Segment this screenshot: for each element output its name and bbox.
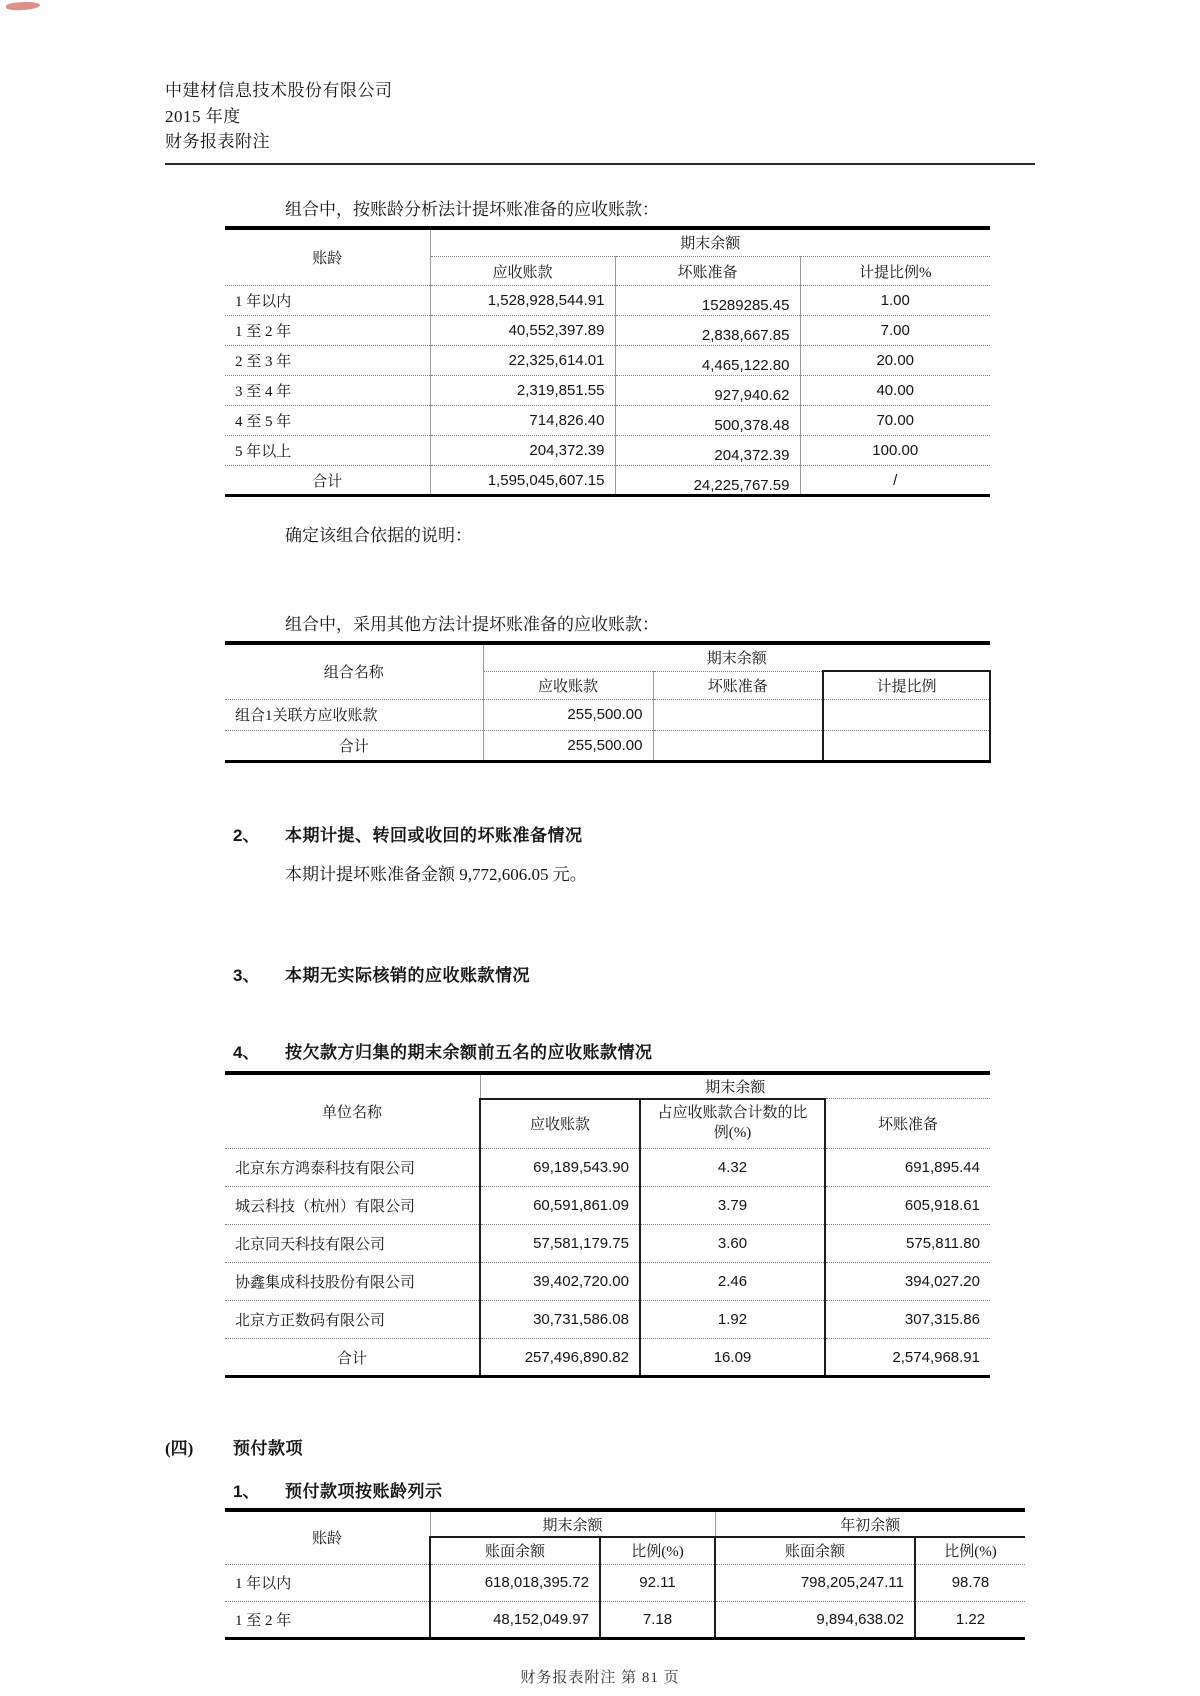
section-number: 2、 — [233, 825, 260, 845]
prepayment-aging-table — [225, 1508, 1025, 1640]
table-row — [225, 1301, 990, 1339]
receivable-value: 1,528,928,544.91 — [430, 286, 615, 316]
section-number: 4、 — [233, 1042, 260, 1062]
aging-group-header: 期末余额 — [430, 228, 990, 257]
company-name: 中建材信息技术股份有限公司 — [165, 81, 393, 100]
prepay-corner-header: 账龄 — [311, 1531, 342, 1548]
prepay-group-beginning: 年初余额 — [715, 1510, 1025, 1537]
top5-group-header: 期末余额 — [480, 1073, 990, 1099]
baddebt-value: 575,811.80 — [825, 1225, 990, 1263]
prepay-group-ending: 期末余额 — [430, 1510, 715, 1537]
baddebt-value: 605,918.61 — [825, 1187, 990, 1225]
balance-begin-value: 798,205,247.11 — [715, 1564, 915, 1601]
top5-receivable-table — [225, 1071, 990, 1379]
receivable-value: 714,826.40 — [430, 406, 615, 436]
aging-label: 1 年以内 — [225, 286, 430, 316]
receivable-value: 39,402,720.00 — [480, 1263, 640, 1301]
total-label: 合计 — [225, 466, 430, 496]
aging-col-receivable: 应收账款 — [430, 257, 615, 286]
receivable-total: 257,496,890.82 — [480, 1339, 640, 1377]
aging-col-baddebt: 坏账准备 — [615, 257, 800, 286]
receivable-value: 60,591,861.09 — [480, 1187, 640, 1225]
aging-col-ratio: 计提比例% — [800, 257, 990, 286]
baddebt-value: 307,315.86 — [825, 1301, 990, 1339]
document-header — [165, 78, 1035, 165]
baddebt-total: 2,574,968.91 — [825, 1339, 990, 1377]
ratio-value: 7.00 — [800, 316, 990, 346]
table-row — [225, 406, 990, 436]
section-number: 1、 — [233, 1482, 260, 1501]
ratio-end-value: 92.11 — [600, 1564, 715, 1601]
debtor-name: 北京东方鸿泰科技有限公司 — [225, 1149, 480, 1187]
debtor-name: 北京方正数码有限公司 — [225, 1301, 480, 1339]
aging-label: 2 至 3 年 — [225, 346, 430, 376]
section-4-heading — [165, 1038, 1035, 1063]
table-row — [225, 1187, 990, 1225]
ratio-value — [823, 699, 990, 730]
aging-label: 1 至 2 年 — [225, 316, 430, 346]
section-3-heading — [165, 961, 1035, 986]
section-2-body: 本期计提坏账准备金额 9,772,606.05 元。 — [285, 864, 587, 884]
receivable-value: 255,500.00 — [483, 699, 653, 730]
ratio-value: 20.00 — [800, 346, 990, 376]
percent-value: 2.46 — [640, 1263, 825, 1301]
receivable-value: 30,731,586.08 — [480, 1301, 640, 1339]
ratio-end-value: 7.18 — [600, 1601, 715, 1638]
receivable-value: 57,581,179.75 — [480, 1225, 640, 1263]
top5-col-receivable: 应收账款 — [480, 1099, 640, 1149]
other-method-table — [225, 641, 991, 763]
table-row — [225, 376, 990, 406]
receivable-total: 255,500.00 — [483, 730, 653, 761]
total-row — [225, 730, 990, 761]
table-row — [225, 1149, 990, 1187]
scan-artifact-mark — [6, 1, 40, 11]
ratio-value: 40.00 — [800, 376, 990, 406]
receivable-value: 40,552,397.89 — [430, 316, 615, 346]
balance-end-value: 48,152,049.97 — [430, 1601, 600, 1638]
prepay-col-balance-begin: 账面余额 — [715, 1537, 915, 1564]
table-row — [225, 316, 990, 346]
other-col-receivable: 应收账款 — [483, 671, 653, 699]
receivable-value: 22,325,614.01 — [430, 346, 615, 376]
fiscal-year: 2015 年度 — [165, 106, 241, 126]
receivable-value: 2,319,851.55 — [430, 376, 615, 406]
ratio-total — [823, 730, 990, 761]
baddebt-total: 24,225,767.59 — [615, 466, 800, 496]
page-footer: 财务报表附注 第 81 页 — [520, 1669, 680, 1686]
debtor-name: 城云科技（杭州）有限公司 — [225, 1187, 480, 1225]
section-title: 本期计提、转回或收回的坏账准备情况 — [285, 825, 583, 845]
aging-label: 5 年以上 — [225, 436, 430, 466]
prepay-col-ratio-begin: 比例(%) — [915, 1537, 1025, 1564]
table-row — [225, 1564, 1025, 1601]
top5-col-percent: 占应收账款合计数的比例(%) — [640, 1099, 825, 1149]
baddebt-value: 394,027.20 — [825, 1263, 990, 1301]
other-col-baddebt: 坏账准备 — [653, 671, 823, 699]
section-number: 3、 — [233, 965, 260, 985]
section-title: 按欠款方归集的期末余额前五名的应收账款情况 — [285, 1042, 653, 1062]
ratio-begin-value: 1.22 — [915, 1601, 1025, 1638]
percent-value: 1.92 — [640, 1301, 825, 1339]
total-label: 合计 — [225, 730, 483, 761]
baddebt-value: 15289285.45 — [615, 286, 800, 316]
table-row — [225, 1601, 1025, 1638]
section-2-heading — [165, 821, 1035, 846]
table-row — [225, 1225, 990, 1263]
top5-col-baddebt: 坏账准备 — [825, 1099, 990, 1149]
ratio-value: 1.00 — [800, 286, 990, 316]
other-corner-header: 组合名称 — [323, 665, 384, 682]
receivable-total: 1,595,045,607.15 — [430, 466, 615, 496]
prepay-col-balance-end: 账面余额 — [430, 1537, 600, 1564]
table-row — [225, 286, 990, 316]
portfolio-label: 组合1关联方应收账款 — [225, 699, 483, 730]
section-si-heading — [165, 1434, 1035, 1459]
aging-corner-header: 账龄 — [312, 250, 343, 267]
debtor-name: 协鑫集成科技股份有限公司 — [225, 1263, 480, 1301]
baddebt-value: 691,895.44 — [825, 1149, 990, 1187]
section-title: 本期无实际核销的应收账款情况 — [285, 965, 530, 985]
top5-corner-header: 单位名称 — [321, 1104, 382, 1121]
basis-note: 确定该组合依据的说明： — [285, 526, 472, 545]
baddebt-value — [653, 699, 823, 730]
table-row — [225, 436, 990, 466]
aging-label: 3 至 4 年 — [225, 376, 430, 406]
aging-analysis-table — [225, 226, 990, 498]
other-col-ratio: 计提比例 — [823, 671, 990, 699]
section-number: (四) — [165, 1439, 194, 1458]
aging-label: 4 至 5 年 — [225, 406, 430, 436]
baddebt-value: 500,378.48 — [615, 406, 800, 436]
debtor-name: 北京同天科技有限公司 — [225, 1225, 480, 1263]
prepay-col-ratio-end: 比例(%) — [600, 1537, 715, 1564]
baddebt-total — [653, 730, 823, 761]
total-row — [225, 1339, 990, 1377]
total-label: 合计 — [225, 1339, 480, 1377]
ratio-total: / — [800, 466, 990, 496]
section-title: 预付款项按账龄列示 — [285, 1482, 443, 1501]
ratio-value: 100.00 — [800, 436, 990, 466]
aging-label: 1 年以内 — [225, 1564, 430, 1601]
balance-end-value: 618,018,395.72 — [430, 1564, 600, 1601]
ratio-value: 70.00 — [800, 406, 990, 436]
percent-value: 3.79 — [640, 1187, 825, 1225]
receivable-value: 204,372.39 — [430, 436, 615, 466]
section-title: 预付款项 — [233, 1439, 303, 1458]
aging-label: 1 至 2 年 — [225, 1601, 430, 1638]
total-row — [225, 466, 990, 496]
percent-value: 3.60 — [640, 1225, 825, 1263]
ratio-begin-value: 98.78 — [915, 1564, 1025, 1601]
baddebt-value: 204,372.39 — [615, 436, 800, 466]
percent-value: 4.32 — [640, 1149, 825, 1187]
section-si1-heading — [165, 1477, 1035, 1502]
other-group-header: 期末余额 — [483, 643, 990, 671]
percent-total: 16.09 — [640, 1339, 825, 1377]
balance-begin-value: 9,894,638.02 — [715, 1601, 915, 1638]
table-row — [225, 699, 990, 730]
baddebt-value: 4,465,122.80 — [615, 346, 800, 376]
baddebt-value: 2,838,667.85 — [615, 316, 800, 346]
table-row — [225, 1263, 990, 1301]
baddebt-value: 927,940.62 — [615, 376, 800, 406]
document-title: 财务报表附注 — [165, 132, 270, 151]
aging-table-title: 组合中，按账龄分析法计提坏账准备的应收账款： — [285, 199, 659, 219]
table-row — [225, 346, 990, 376]
receivable-value: 69,189,543.90 — [480, 1149, 640, 1187]
other-table-title: 组合中，采用其他方法计提坏账准备的应收账款： — [285, 615, 659, 634]
